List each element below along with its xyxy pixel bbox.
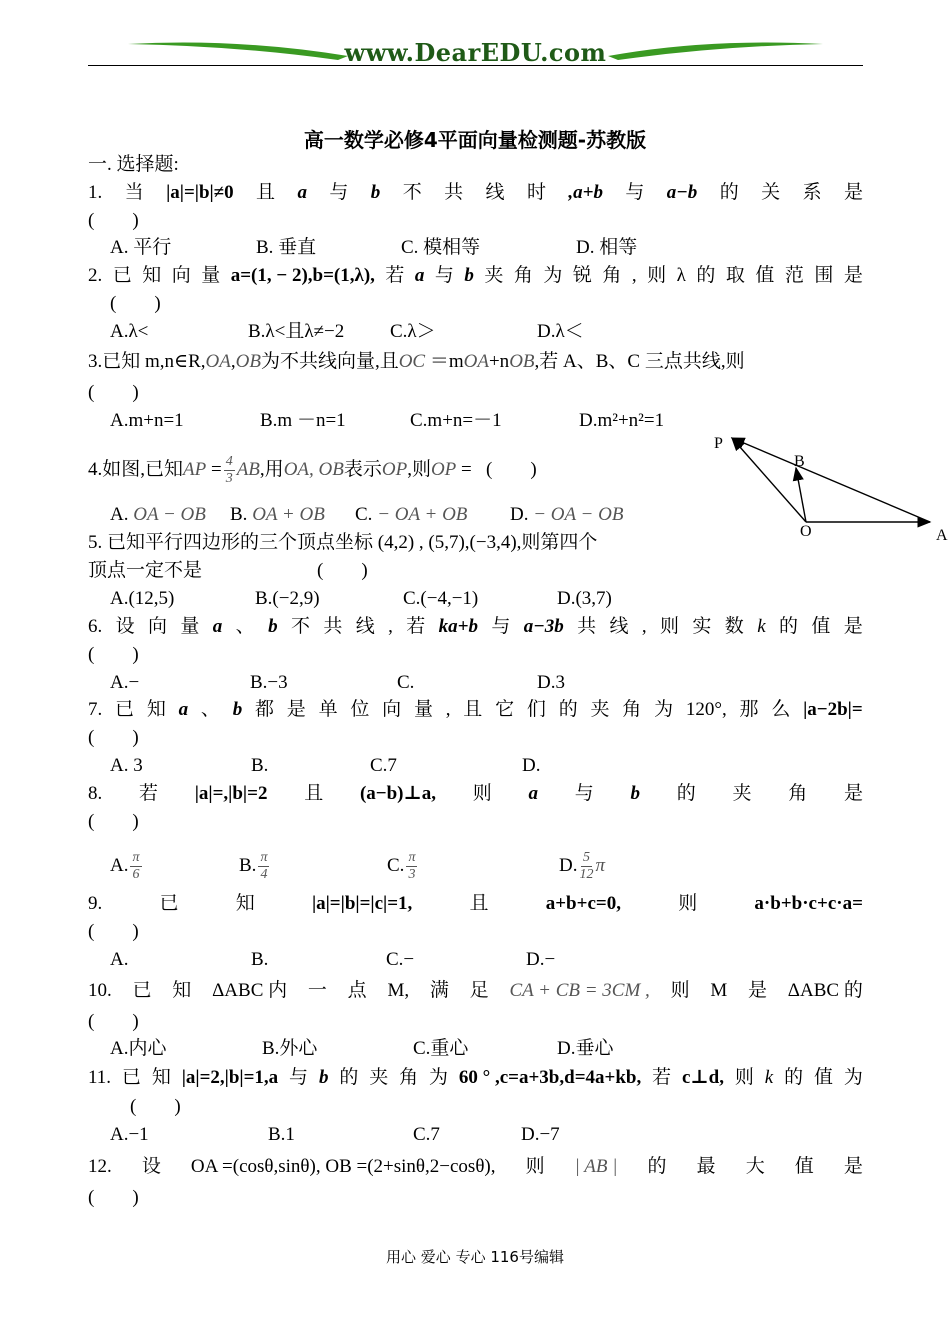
brand-logo-text: www.DearEDU.com <box>344 38 607 67</box>
q9-option-c[interactable]: C.− <box>386 949 415 970</box>
q11-option-b[interactable]: B.1 <box>268 1124 295 1145</box>
q8-paren: ( ) <box>88 811 139 832</box>
q2-option-a[interactable]: A.λ< <box>110 321 149 342</box>
q3-paren: ( ) <box>88 382 139 403</box>
q1-paren: ( ) <box>88 210 139 231</box>
q6-option-a[interactable]: A.− <box>110 672 140 693</box>
q1-option-b[interactable]: B. 垂直 <box>256 237 317 258</box>
vector-op-line <box>732 438 806 522</box>
q4-stem: 4.如图,已知AP = $\frac{4}{3}$ AB,用OA, OB表示OP,则OP = ( ) <box>88 454 537 486</box>
q10-option-a[interactable]: A.内心 <box>110 1038 167 1059</box>
q7-option-a[interactable]: A. 3 <box>110 755 143 776</box>
q3-option-b[interactable]: B.m －n=1 <box>260 410 346 431</box>
q1-option-c[interactable]: C. 模相等 <box>401 237 481 258</box>
q2-option-d[interactable]: D.λ＜ <box>537 321 584 342</box>
q6-option-d[interactable]: D.3 <box>537 672 565 693</box>
q5-option-c[interactable]: C.(−4,−1) <box>403 588 479 609</box>
q6-option-b[interactable]: B.−3 <box>250 672 288 693</box>
diagram-label-o: O <box>800 523 812 540</box>
q10-option-b[interactable]: B.外心 <box>262 1038 318 1059</box>
q8-option-a[interactable]: A. $\frac{\pi}{6}$ <box>110 850 140 882</box>
q4-option-c[interactable]: C. − OA + OB <box>355 504 468 525</box>
q11-option-c[interactable]: C.7 <box>413 1124 440 1145</box>
q9-option-b[interactable]: B. <box>251 949 269 970</box>
diagram-label-p: P <box>714 435 723 452</box>
q6-paren: ( ) <box>88 644 139 665</box>
q10-option-c[interactable]: C.重心 <box>413 1038 469 1059</box>
q7-paren: ( ) <box>88 727 139 748</box>
q1-option-a[interactable]: A. 平行 <box>110 237 172 258</box>
q5-paren: ( ) <box>317 560 368 581</box>
q1-option-d[interactable]: D. 相等 <box>576 237 638 258</box>
q11-option-d[interactable]: D.−7 <box>521 1124 560 1145</box>
q8-option-c[interactable]: C. $\frac{\pi}{3}$ <box>387 850 416 882</box>
vector-diagram <box>700 428 950 548</box>
q5-stem-line1: 5. 已知平行四边形的三个顶点坐标 (4,2) , (5,7),(−3,4),则第四个 <box>88 532 598 553</box>
q7-option-d[interactable]: D. <box>522 755 541 776</box>
q5-stem-line2: 顶点一定不是 <box>88 560 203 581</box>
section-heading: 一. 选择题: <box>88 154 179 175</box>
q4-option-d[interactable]: D. − OA − OB <box>510 504 624 525</box>
q2-option-b[interactable]: B.λ<且λ≠−2 <box>248 321 345 342</box>
vector-ap-line <box>732 438 930 522</box>
q5-option-b[interactable]: B.(−2,9) <box>255 588 320 609</box>
q2-stem: 2. 已 知 向 量 a=(1, − 2),b=(1,λ), 若 a 与 b 夹 角 为 锐 角 , 则 λ 的 取 值 范 围 是 <box>88 265 863 286</box>
q9-option-a[interactable]: A. <box>110 949 129 970</box>
page-footer: 用心 爱心 专心 116号编辑 <box>386 1248 564 1266</box>
q6-option-c[interactable]: C. <box>397 672 415 693</box>
header-banner <box>88 30 863 70</box>
q2-paren: ( ) <box>110 293 161 314</box>
q7-option-c[interactable]: C.7 <box>370 755 397 776</box>
diagram-label-a: A <box>936 527 948 544</box>
q5-option-a[interactable]: A.(12,5) <box>110 588 175 609</box>
q11-option-a[interactable]: A.−1 <box>110 1124 149 1145</box>
q3-option-a[interactable]: A.m+n=1 <box>110 410 184 431</box>
q4-option-a[interactable]: A. OA − OB <box>110 504 206 525</box>
vector-ob-line <box>796 468 806 522</box>
q3-option-c[interactable]: C.m+n=－1 <box>410 410 502 431</box>
q7-option-b[interactable]: B. <box>251 755 269 776</box>
q9-paren: ( ) <box>88 921 139 942</box>
q3-option-d[interactable]: D.m²+n²=1 <box>579 410 665 431</box>
q8-option-d[interactable]: D. $\frac{5}{12}$ π <box>559 850 606 882</box>
q10-stem: 10. 已 知 ΔABC 内 一 点 M, 满 足 CA + CB = 3CM , 则 M 是 ΔABC 的 <box>88 980 863 1001</box>
page-title: 高一数学必修4平面向量检测题-苏教版 <box>303 128 647 152</box>
header-rule <box>88 65 863 66</box>
q4-fraction: $\frac{4}{3}$ <box>225 454 233 486</box>
q1-stem: 1. 当 |a|=|b|≠0 且 a 与 b 不 共 线 时 ,a+b 与 a−b 的 关 系 是 <box>88 182 863 203</box>
q7-stem: 7. 已 知 a 、 b 都 是 单 位 向 量 , 且 它 们 的 夹 角 为 120°, 那 么 |a−2b|= <box>88 699 863 720</box>
q9-option-d[interactable]: D.− <box>526 949 556 970</box>
q8-stem: 8. 若 |a|=,|b|=2 且 (a−b)⊥a, 则 a 与 b 的 夹 角 是 <box>88 783 863 804</box>
q10-option-d[interactable]: D.垂心 <box>557 1038 614 1059</box>
diagram-label-b: B <box>794 453 805 470</box>
q4-option-b[interactable]: B. OA + OB <box>230 504 325 525</box>
q6-stem: 6. 设 向 量 a 、 b 不 共 线 , 若 ka+b 与 a−3b 共 线 , 则 实 数 k 的 值 是 <box>88 616 863 637</box>
q11-stem: 11. 已 知 |a|=2,|b|=1,a 与 b 的 夹 角 为 60 ° ,c=a+3b,d=4a+kb, 若 c⊥d, 则 k 的 值 为 <box>88 1067 863 1088</box>
q8-option-b[interactable]: B. $\frac{\pi}{4}$ <box>239 850 268 882</box>
q12-stem: 12. 设 OA =(cosθ,sinθ), OB =(2+sinθ,2−cosθ), 则 | AB | 的 最 大 值 是 <box>88 1156 863 1177</box>
q9-stem: 9. 已 知 |a|=|b|=|c|=1, 且 a+b+c=0, 则 a·b+b·c+c·a= <box>88 893 863 914</box>
q5-option-d[interactable]: D.(3,7) <box>557 588 612 609</box>
q3-stem: 3.已知 m,n∈R,OA,OB为不共线向量,且OC ＝mOA+nOB,若 A、B、C 三点共线,则 <box>88 351 745 372</box>
q11-paren: ( ) <box>130 1096 181 1117</box>
q10-paren: ( ) <box>88 1011 139 1032</box>
q12-paren: ( ) <box>88 1187 139 1208</box>
q2-option-c[interactable]: C.λ＞ <box>390 321 436 342</box>
